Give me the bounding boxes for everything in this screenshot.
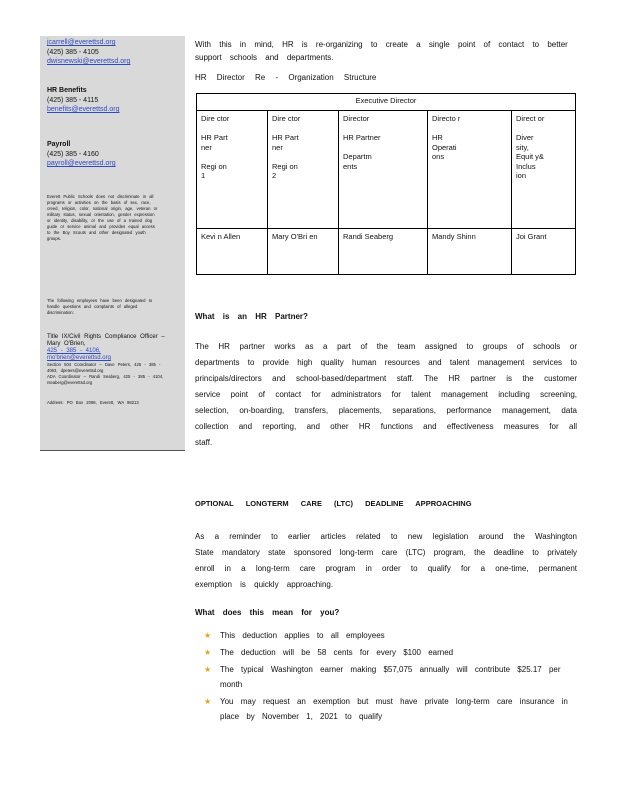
- director-dept: Diver sity, Equit y& Inclus ion: [516, 133, 544, 180]
- district-address: Address: PO Box 2098, Everett, WA 98213: [47, 400, 139, 405]
- star-bullet-icon: ★: [204, 665, 212, 674]
- bullet-text: The deduction will be 58 cents for every $100 earned: [220, 648, 454, 657]
- director-title: Director: [343, 114, 370, 123]
- director-name: Randi Seaberg: [339, 229, 428, 275]
- director-title: Directo r: [432, 114, 461, 123]
- email-link[interactable]: benefits@everettsd.org: [47, 106, 120, 113]
- ltc-heading: OPTIONAL LONGTERM CARE (LTC) DEADLINE APPROACHING: [195, 499, 472, 508]
- star-bullet-icon: ★: [204, 631, 212, 640]
- hr-benefits-title: HR Benefits: [47, 87, 87, 94]
- director-dept: HR Operati ons: [432, 133, 457, 161]
- designated-employees-note: The following employees have been designated to handle questions and complaints of alleged discrimination:: [47, 298, 153, 315]
- list-item: [200, 662, 576, 692]
- ltc-bullets: [200, 628, 576, 726]
- email-link[interactable]: dwisnewski@everettsd.org: [47, 58, 131, 65]
- phone-number: (425) 385 - 4115: [47, 96, 99, 104]
- officer-line: Title IX/Civil Rights Compliance Officer – Mary O'Brien,: [47, 334, 165, 347]
- email-link[interactable]: jcarrell@everettsd.org: [47, 39, 116, 46]
- director-cell: [339, 111, 428, 229]
- list-item: [200, 628, 576, 643]
- payroll-title: Payroll: [47, 141, 71, 148]
- phone-number: (425) 385 - 4160: [47, 150, 99, 158]
- director-dept: HR Partner: [343, 133, 381, 142]
- director-name: Mandy Shinn: [428, 229, 512, 275]
- director-name: Kevi n Allen: [197, 229, 268, 275]
- director-region: Regi on 2: [272, 161, 298, 180]
- director-title: Dire ctor: [201, 114, 230, 123]
- nondiscrimination-statement: Everett Public Schools does not discriminate in all programs or activities on the basis of sex, race, creed, religion, color, national origin, age, veteran or military status, sexual orientation, gender expression or identity, disability, or the use of a trained dog guide or service animal and provides equal access to the Boy Scouts and other designated youth groups.: [47, 194, 158, 241]
- section504-info: Section 504 Coordinator – Dave Peters, 425 - 385 - 4063, dpeters@everettsd.org: [47, 362, 161, 373]
- intro-paragraph: With this in mind, HR is re-organizing to create a single point of contact to better support schools and departments.: [195, 40, 568, 62]
- executive-director-cell: Executive Director: [197, 94, 576, 111]
- officer-contact[interactable]: 425 - 385 - 4106, mo'brien@everettsd.org: [47, 348, 111, 361]
- contact-sidebar: [40, 36, 185, 450]
- payroll-contact: [47, 140, 116, 169]
- director-name: Joi Grant: [512, 229, 576, 275]
- hr-partner-heading: What is an HR Partner?: [195, 312, 308, 321]
- director-region: Departm ents: [343, 152, 372, 171]
- director-cell: [268, 111, 339, 229]
- email-link[interactable]: payroll@everettsd.org: [47, 160, 116, 167]
- director-dept: HR Part ner: [201, 133, 228, 152]
- hr-partner-body: The HR partner works as a part of the team assigned to groups of schools or departments to provide high quality human resources and talent management services to principals/directors and school-based/department staff. The HR partner is the customer service point of contact for administrators for talent management including screening, selection, on-boarding, transfers, placements, separations, performance management, data collection and reporting, and other HR functions and effectiveness measures for all staff.: [195, 342, 577, 447]
- bullet-list: [200, 628, 576, 724]
- contacts-top: [47, 38, 130, 67]
- director-title: Dire ctor: [272, 114, 301, 123]
- hr-benefits-contact: [47, 86, 119, 115]
- ltc-subheading: What does this mean for you?: [195, 608, 340, 617]
- director-region: Regi on 1: [201, 161, 227, 180]
- ada-info: ADA Coordinator – Randi Seaberg, 425 - 385 - 4104, rseaberg@everettsd.org: [47, 374, 164, 385]
- list-item: [200, 694, 576, 724]
- org-heading: HR Director Re - Organization Structure: [195, 73, 377, 82]
- officer-info: [47, 334, 167, 386]
- sidebar-divider: [40, 450, 185, 451]
- star-bullet-icon: ★: [204, 648, 212, 657]
- bullet-text: You may request an exemption but must have private long-term care insurance in place by November 1, 2021 to qualify: [220, 697, 568, 721]
- phone-number: (425) 385 - 4105: [47, 48, 99, 56]
- director-cell: [197, 111, 268, 229]
- bullet-text: The typical Washington earner making $57,075 annually will contribute $25.17 per month: [220, 665, 561, 689]
- list-item: [200, 645, 576, 660]
- director-name: Mary O'Bri en: [268, 229, 339, 275]
- bullet-text: This deduction applies to all employees: [220, 631, 385, 640]
- director-title: Direct or: [516, 114, 545, 123]
- ltc-body: As a reminder to earlier articles related to new legislation around the Washington State mandatory state sponsored long-term care (LTC) program, the deadline to privately enroll in a long-term care program in order to qualify for a one-time, permanent exemption is quickly approaching.: [195, 532, 577, 589]
- org-structure-table: [196, 93, 576, 275]
- star-bullet-icon: ★: [204, 697, 212, 706]
- director-cell: [428, 111, 512, 229]
- director-dept: HR Part ner: [272, 133, 299, 152]
- director-cell: [512, 111, 576, 229]
